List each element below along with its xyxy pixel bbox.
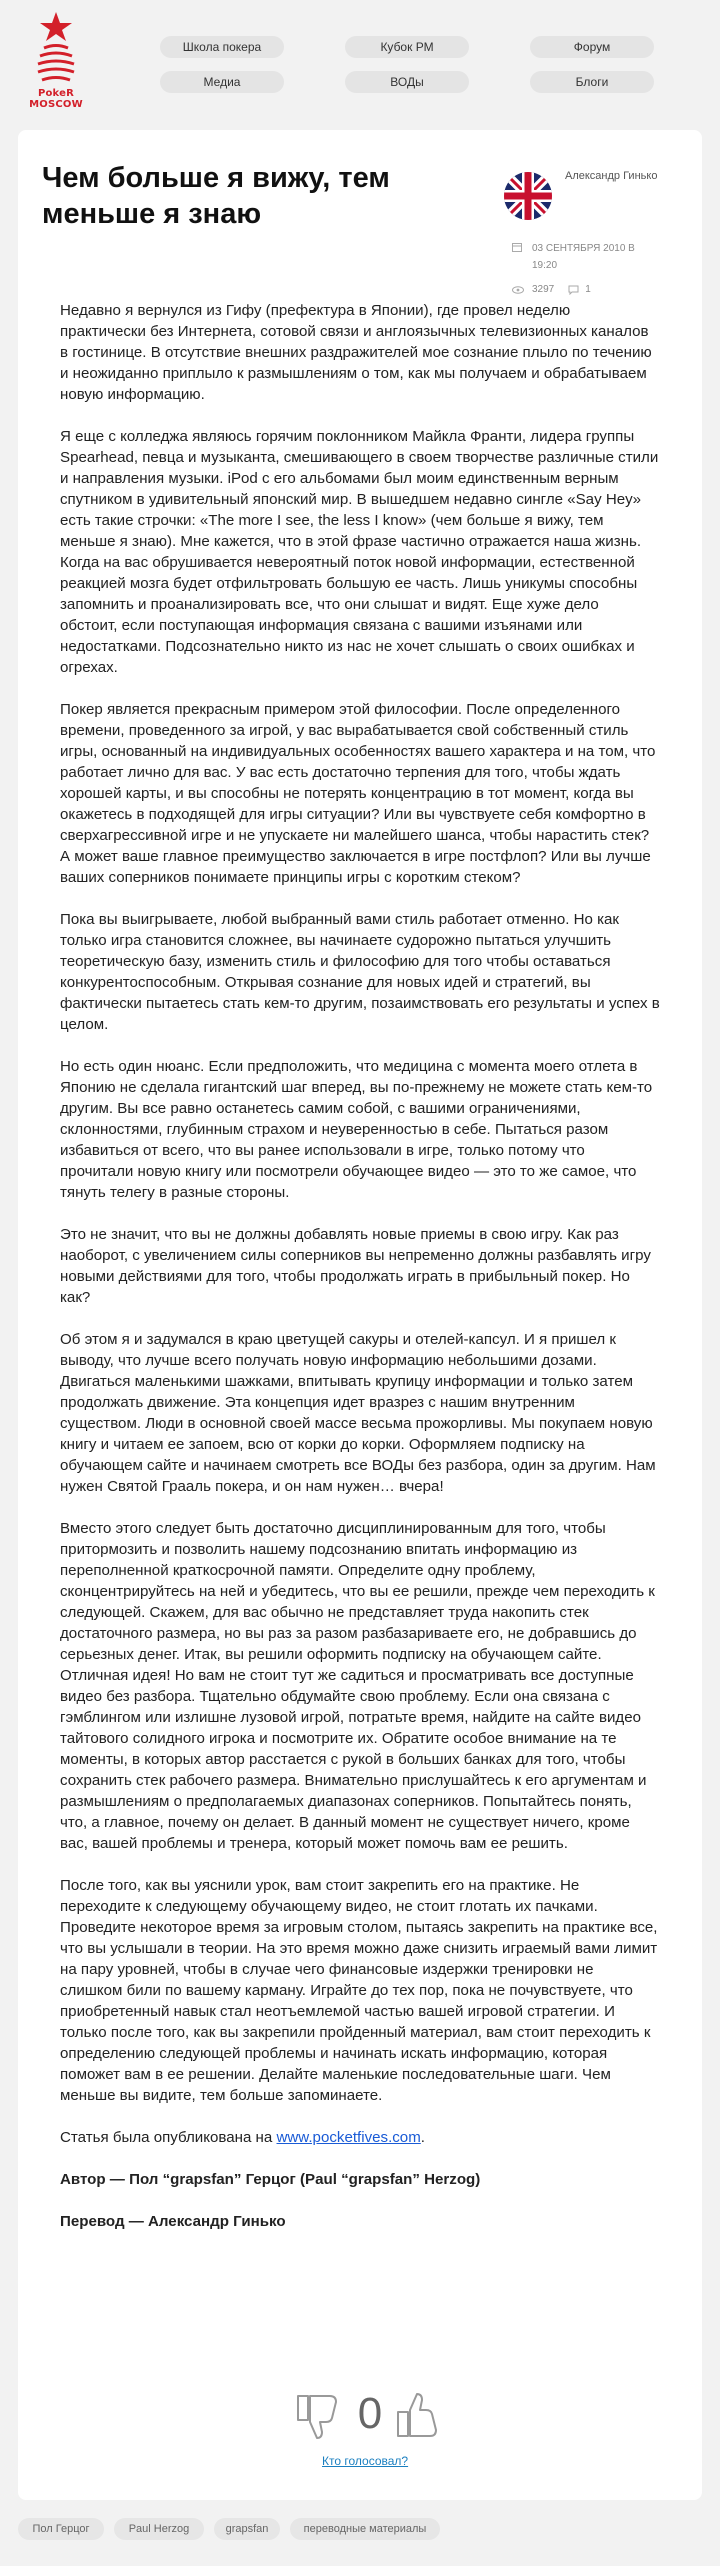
author-name[interactable]: Александр Гинько xyxy=(565,170,658,182)
article-paragraph: Я еще с колледжа являюсь горячим поклонником Майкла Франти, лидера группы Spearhead, певца и музыканта, смешивающего в своем творчестве различные стили и направления музыки. iPod с его альбомами был моим единственным верным спутником в удивительный японский мир. В вышедшем недавно сингле «Say Hey» есть такие строчки: «The more I see, the less I know» (чем больше я вижу, тем меньше я знаю). Мне кажется, что в этой фразе частично отражается наша жизнь. Когда на вас обрушивается невероятный поток новой информации, естественной реакцией мозга будет отфильтровать большую ее часть. Лишь уникумы способны запомнить и проанализировать все, что они слышат и видят. Еще хуже дело обстоит, если поступающая информация связана с вашими изъянами или недостатками. Подсознательно никто из нас не хочет слышать о своих ошибках и огрехах. xyxy=(60,428,659,676)
red-star-logo-icon xyxy=(28,10,84,88)
tag-item[interactable]: Пол Герцог xyxy=(18,2518,104,2540)
tag-item[interactable]: Paul Herzog xyxy=(114,2518,204,2540)
nav-vods[interactable]: ВОДы xyxy=(345,71,469,93)
signature-translator: Перевод — Александр Гинько xyxy=(60,2213,286,2230)
vote-count: 0 xyxy=(357,2389,383,2438)
eye-icon xyxy=(512,286,524,294)
article-date-text: 03 СЕНТЯБРЯ 2010 В 19:20 xyxy=(532,243,635,271)
author-avatar[interactable] xyxy=(504,172,552,220)
uk-flag-avatar-icon xyxy=(504,172,552,220)
comments-count[interactable]: 1 xyxy=(585,284,591,295)
nav-school[interactable]: Школа покера xyxy=(160,36,284,58)
nav-forum[interactable]: Форум xyxy=(530,36,654,58)
who-voted-link[interactable]: Кто голосовал? xyxy=(322,2454,409,2468)
logo-line-1: PokeR xyxy=(37,88,75,99)
article-paragraph: Пока вы выигрываете, любой выбранный вами стиль работает отменно. Но как только игра становится сложнее, вы начинаете судорожно пытаться улучшить теоретическую базу, изменить стиль и философию для того чтобы оставаться конкурентоспособным. Открывая сознание для новых идей и стратегий, вы фактически пытаетесь стать кем-то другим, позаимствовать его результаты и успех в целом. xyxy=(60,911,660,1033)
tag-item[interactable]: переводные материалы xyxy=(290,2518,440,2540)
source-prefix: Статья была опубликована на xyxy=(60,2129,277,2146)
tag-item[interactable]: grapsfan xyxy=(214,2518,280,2540)
calendar-icon xyxy=(512,242,522,252)
site-header xyxy=(0,0,720,130)
comment-icon xyxy=(568,285,579,295)
article-paragraph: Это не значит, что вы не должны добавлять новые приемы в свою игру. Как раз наоборот, с увеличением силы соперников вы непременно должны разбавлять игру новыми действиями для того, чтобы продолжать играть в прибыльный покер. Но как? xyxy=(60,1226,651,1306)
logo-line-2: MOSCOW xyxy=(29,99,83,110)
thumbs-up-icon[interactable] xyxy=(390,2388,446,2444)
article-paragraph: После того, как вы уяснили урок, вам стоит закрепить его на практике. Не переходите к следующему обучающему видео, не стоит глотать их пачками. Проведите некоторое время за игровым столом, пытаясь закрепить на практике все, что вы услышали в теории. На это время можно даже снизить играемый вами лимит на пару уровней, чтобы в случае чего финансовые издержки тренировки не слишком били по вашему карману. Играйте до тех пор, пока не почувствуете, что приобретенный навык стал неотъемлемой частью вашей игровой стратегии. И только после того, как вы закрепили пройденный материал, вам стоит переходить к определению следующей проблемы и начинать искать информацию, которая поможет вам в ее решении. Делайте маленькие последовательные шаги. Чем меньше вы видите, тем больше запоминаете. xyxy=(60,1877,658,2104)
article-paragraph: Но есть один нюанс. Если предположить, что медицина с момента моего отлета в Японию не сделала гигантский шаг вперед, вы по-прежнему не можете стать кем-то другим. Вы все равно останетесь самим собой, с вашими ограничениями, склонностями, глубинным страхом и неуверенностью в себе. Пытаться разом избавиться от всего, что вы ранее использовали в игре, только потому что прочитали новую книгу или посмотрели обучающее видео — это то же самое, что тянуть телегу в разные стороны. xyxy=(60,1058,653,1201)
article-body xyxy=(60,300,660,2253)
nav-blogs[interactable]: Блоги xyxy=(530,71,654,93)
thumbs-down-icon[interactable] xyxy=(290,2388,346,2444)
article-date xyxy=(512,240,652,274)
nav-cup[interactable]: Кубок РМ xyxy=(345,36,469,58)
source-line xyxy=(60,2127,660,2148)
article-stats xyxy=(512,284,591,295)
vote-widget xyxy=(290,2388,450,2444)
article-title: Чем больше я вижу, тем меньше я знаю xyxy=(42,162,390,230)
source-suffix: . xyxy=(420,2129,425,2146)
logo-text xyxy=(28,88,84,110)
article-paragraph: Покер является прекрасным примером этой философии. После определенного времени, проведенного за игрой, у вас вырабатывается свой собственный стиль игры, основанный на индивидуальных особенностях вашего характера и на том, что работает лично для вас. У вас есть достаточно терпения для того, чтобы ждать хорошей карты, и вы способны не потерять концентрацию в тот момент, когда вы окажетесь в подходящей для игры ситуации? Или вы чувствуете себя комфортно в сверхагрессивной игре и не упускаете ни малейшего шанса, чтобы нарастить стек? А может ваше главное преимущество заключается в игре постфлоп? Или вы лучше ваших соперников понимаете принципы игры с коротким стеком? xyxy=(60,701,656,886)
nav-media[interactable]: Медиа xyxy=(160,71,284,93)
signature-author: Автор — Пол “grapsfan” Герцог (Paul “grapsfan” Herzog) xyxy=(60,2171,481,2188)
site-logo[interactable] xyxy=(28,10,84,115)
source-link[interactable]: www.pocketfives.com xyxy=(276,2129,421,2146)
article-paragraph: Недавно я вернулся из Гифу (префектура в Японии), где провел неделю практически без Интернета, сотовой связи и англоязычных телевизионных каналов в гостинице. В отсутствие внешних раздражителей мое сознание плыло по течению и неожиданно приплыло к размышлениям о том, как мы получаем и обрабатываем новую информацию. xyxy=(60,302,652,403)
views-count: 3297 xyxy=(532,284,555,295)
article-paragraph: Вместо этого следует быть достаточно дисциплинированным для того, чтобы притормозить и позволить нашему подсознанию впитать информацию из переполненной краткосрочной памяти. Определите одну проблему, сконцентрируйтесь на ней и убедитесь, что вы ее решили, прежде чем переходить к следующей. Скажем, для вас обычно не представляет труда накопить стек достаточного размера, но вы раз за разом разбазариваете его, не добравшись до серьезных денег. Итак, вы решили оформить подписку на обучающем сайте. Отличная идея! Но вам не стоит тут же садиться и просматривать все доступные видео без разбора. Тщательно обдумайте свою проблему. Если она связана с гэмблингом или излишне лузовой игрой, потратьте время, найдите на сайте видео тайтового солидного игрока и посмотрите их. Обратите особое внимание на те моменты, в которых автор расстается с рукой в больших банках для того, чтобы сохранить стек рабочего размера. Внимательно прислушайтесь к его аргументам и размышлениям о предполагаемых диапазонах соперников. Попытайтесь понять, что, а главное, почему он делает. В данный момент не существует ничего, кроме вас, вашей проблемы и тренера, который может помочь вам ее решить. xyxy=(60,1520,655,1852)
article-paragraph: Об этом я и задумался в краю цветущей сакуры и отелей-капсул. И я пришел к выводу, что лучше всего получать новую информацию небольшими дозами. Двигаться маленькими шажками, впитывать крупицу информации и только затем продолжать движение. Эта концепция идет вразрез с нашим внутренним существом. Люди в основной своей массе весьма прожорливы. Мы покупаем новую книгу и читаем ее запоем, всю от корки до корки. Оформляем подписку на обучающем сайте и начинаем смотреть все ВОДы без разбора, один за другим. Нам нужен Святой Грааль покера, и он нам нужен… вчера! xyxy=(60,1331,656,1495)
